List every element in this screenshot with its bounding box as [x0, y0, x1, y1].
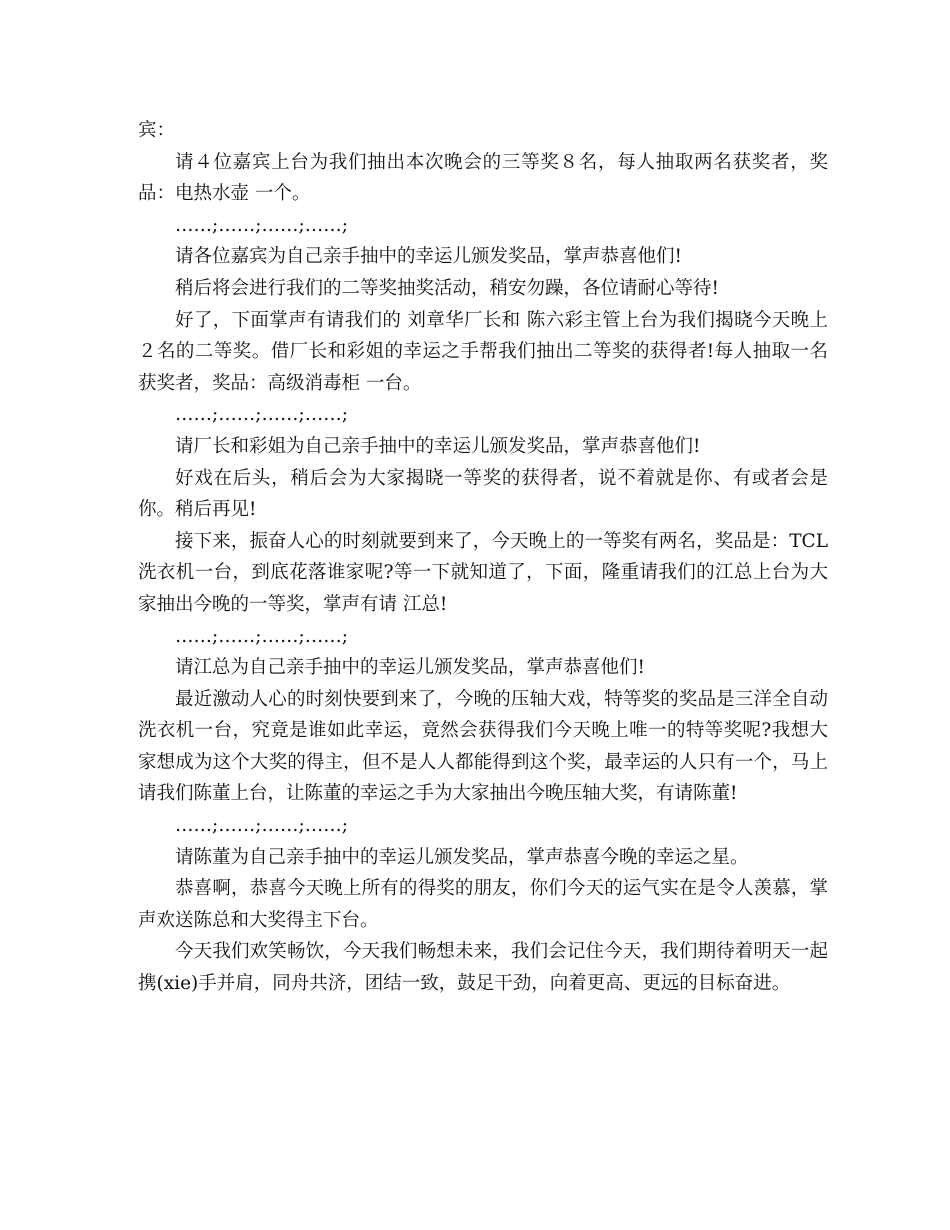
- paragraph-grand-prize-draw: 最近激动人心的时刻快要到来了，今晚的压轴大戏，特等奖的奖品是三洋全自动洗衣机一台，究竟是谁如此幸运，竟然会获得我们今天晚上唯一的特等奖呢?我想大家想成为这个大奖的得主，但不是人人都能得到这个奖，最幸运的人只有一个，马上请我们陈董上台，让陈董的幸运之手为大家抽出今晚压轴大奖，有请陈董!: [138, 688, 828, 805]
- paragraph-second-prize-draw: 好了，下面掌声有请我们的 刘章华厂长和 陈六彩主管上台为我们揭晓今天晚上２名的二等奖。借厂长和彩姐的幸运之手帮我们抽出二等奖的获得者!每人抽取一名获奖者，奖品：高级消毒柜 一台。: [138, 309, 828, 394]
- paragraph-ellipsis: ……;……;……;……;: [175, 815, 348, 837]
- paragraph-third-prize-draw: 请４位嘉宾上台为我们抽出本次晚会的三等奖８名，每人抽取两名获奖者，奖品：电热水壶 一个。: [138, 151, 828, 205]
- paragraph-second-prize-notice: 稍后将会进行我们的二等奖抽奖活动，稍安勿躁，各位请耐心等待!: [175, 277, 719, 299]
- paragraph-congratulations: 恭喜啊，恭喜今天晚上所有的得奖的朋友，你们今天的运气实在是令人羡慕，掌声欢送陈总和大奖得主下台。: [138, 878, 828, 931]
- paragraph-second-prize-award: 请厂长和彩姐为自己亲手抽中的幸运儿颁发奖品，掌声恭喜他们!: [175, 435, 701, 457]
- paragraph-first-prize-draw: 接下来，振奋人心的时刻就要到来了，今天晚上的一等奖有两名，奖品是：TCL洗衣机一台，到底花落谁家呢?等一下就知道了，下面，隆重请我们的江总上台为大家抽出今晚的一等奖，掌声有请 江总!: [138, 530, 828, 615]
- paragraph-first-prize-teaser: 好戏在后头，稍后会为大家揭晓一等奖的获得者，说不着就是你、有或者会是你。稍后再见!: [138, 467, 828, 521]
- paragraph-continuation: 宾：: [138, 120, 176, 141]
- paragraph-grand-prize-award: 请陈董为自己亲手抽中的幸运儿颁发奖品，掌声恭喜今晚的幸运之星。: [175, 846, 749, 868]
- paragraph-ellipsis: ……;……;……;……;: [175, 404, 348, 426]
- paragraph-ellipsis: ……;……;……;……;: [175, 625, 348, 647]
- paragraph-ellipsis: ……;……;……;……;: [175, 214, 348, 236]
- paragraph-closing: 今天我们欢笑畅饮，今天我们畅想未来，我们会记住今天，我们期待着明天一起携(xie)手并肩，同舟共济，团结一致，鼓足干劲，向着更高、更远的目标奋进。: [138, 941, 828, 995]
- document-body: [138, 115, 828, 1000]
- paragraph-third-prize-award: 请各位嘉宾为自己亲手抽中的幸运儿颁发奖品，掌声恭喜他们!: [175, 246, 682, 268]
- paragraph-first-prize-award: 请江总为自己亲手抽中的幸运儿颁发奖品，掌声恭喜他们!: [175, 657, 645, 679]
